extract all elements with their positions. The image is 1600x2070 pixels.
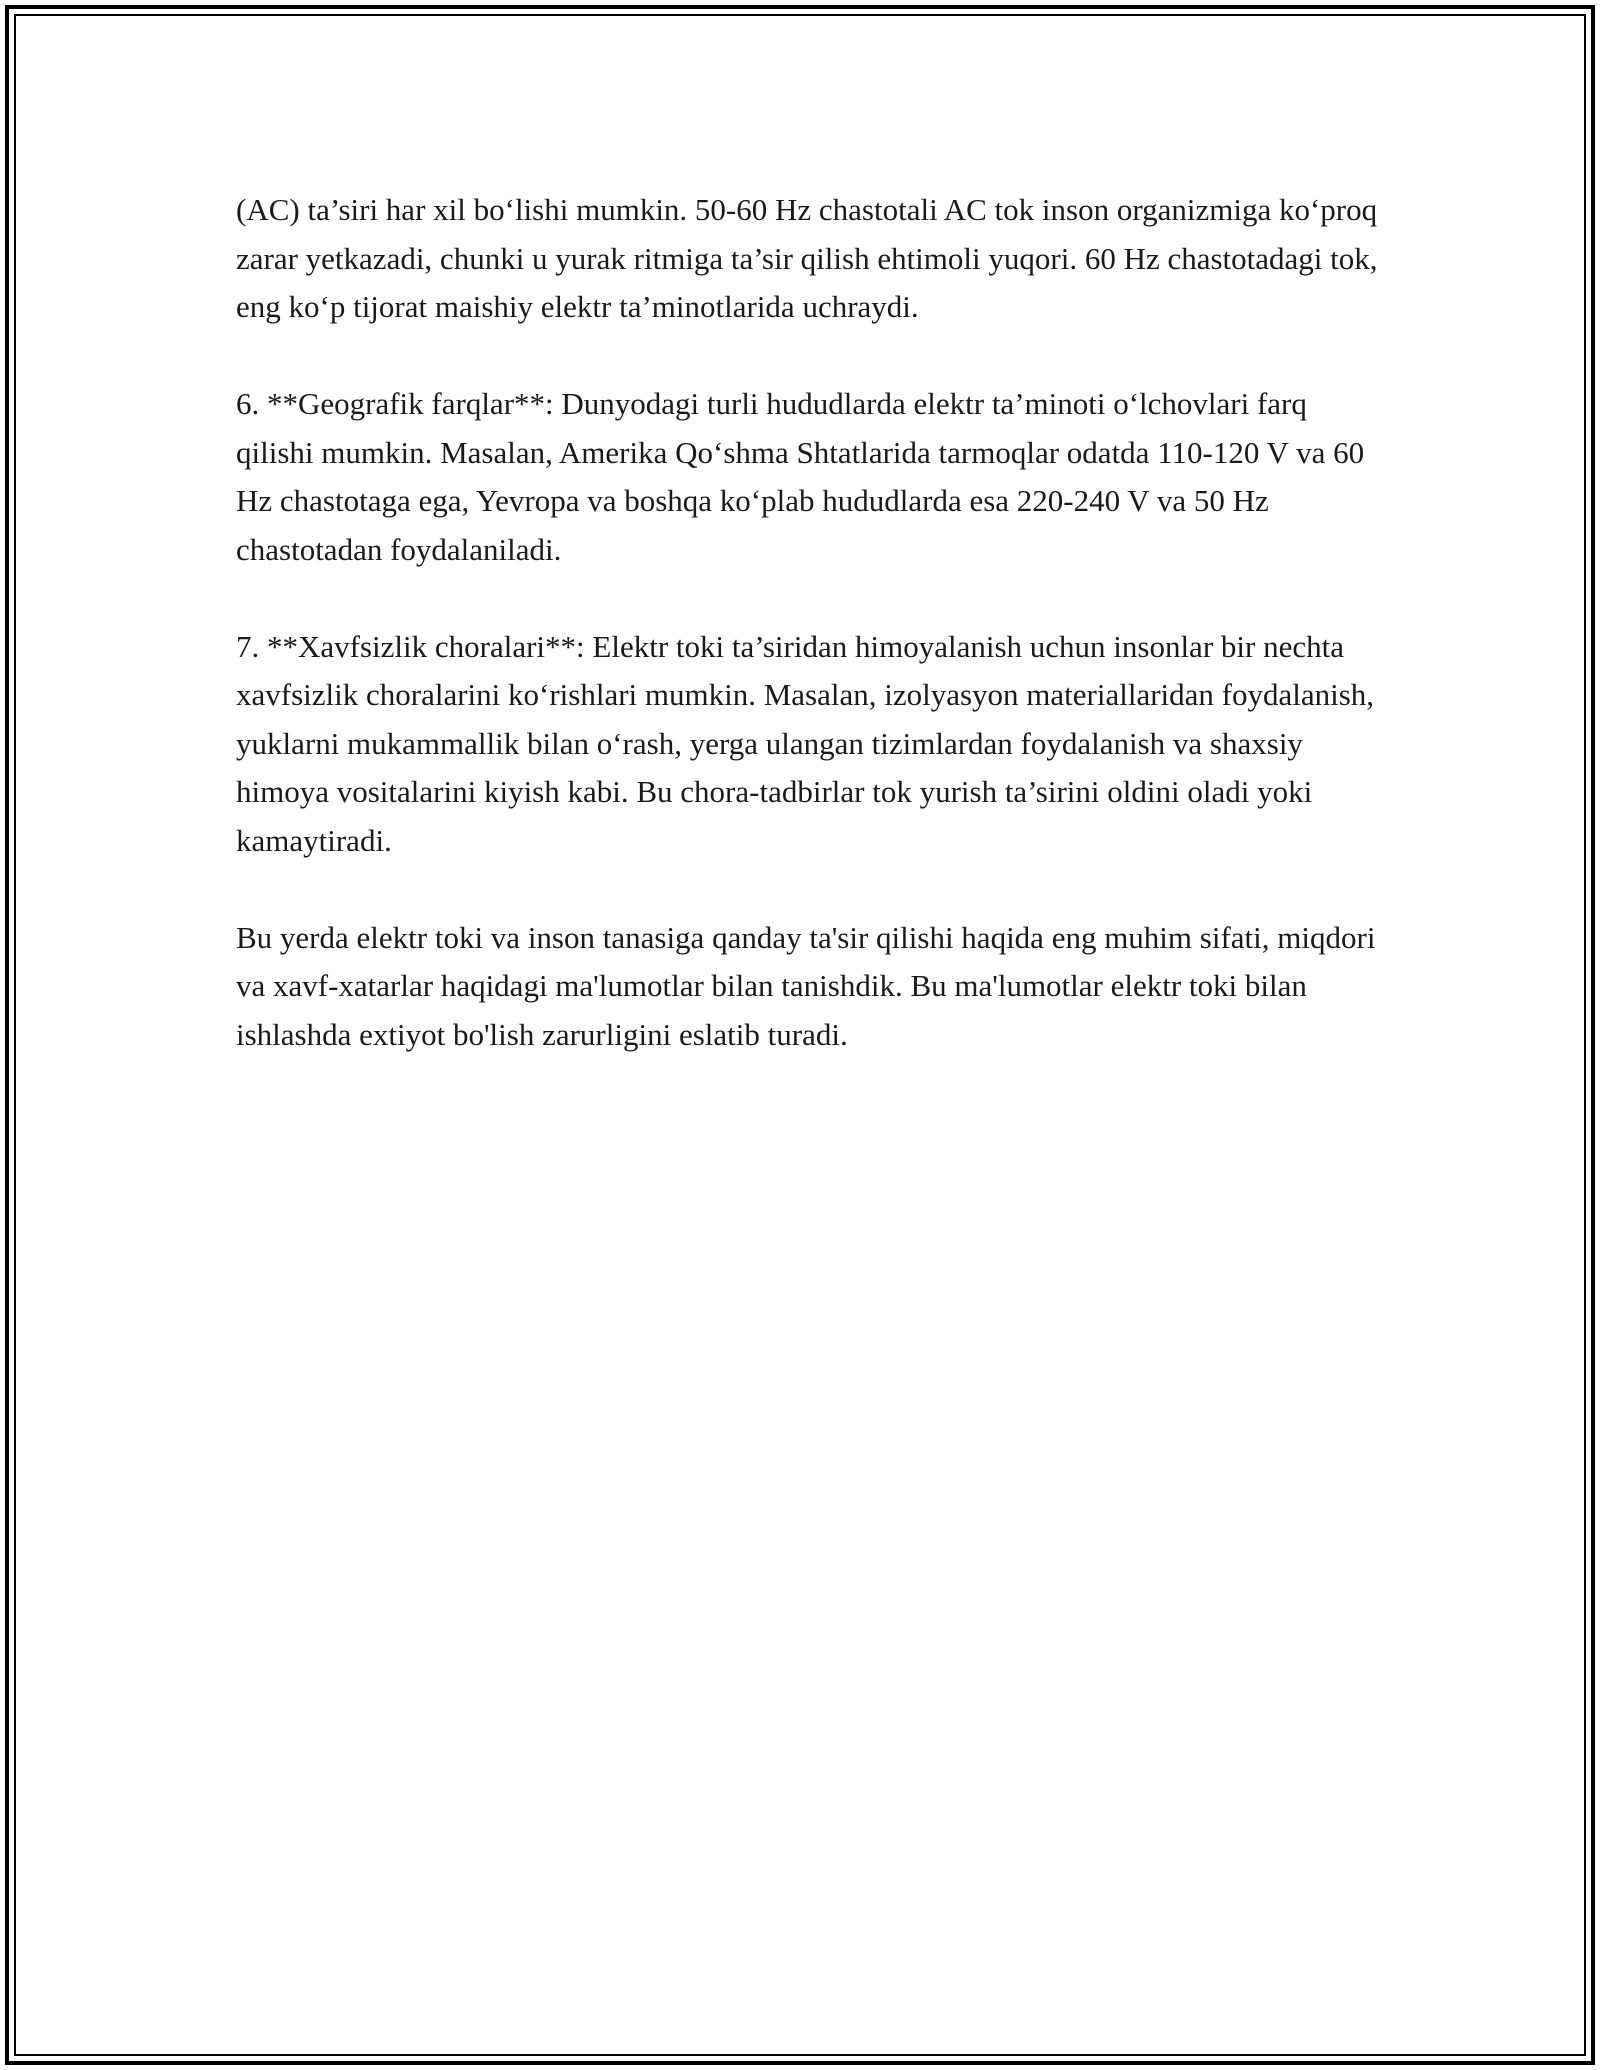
paragraph-conclusion: Bu yerda elektr toki va inson tanasiga qanday ta'sir qilishi haqida eng muhim sifati, miqdori va xavf-xatarlar haqidagi ma'lumotlar bilan tanishdik. Bu ma'lumotlar elektr toki bilan ishlashda extiyot bo'lish zarurligini eslatib turadi. <box>236 919 1376 1052</box>
paragraph-geographic-differences: 6. **Geografik farqlar**: Dunyodagi turli hududlarda elektr ta’minoti o‘lchovlari farq qilishi mumkin. Masalan, Amerika Qo‘shma Shtatlarida tarmoqlar odatda 110-120 V va 60 Hz chastotaga ega, Yevropa va boshqa ko‘plab hududlarda esa 220-240 V va 50 Hz chastotadan foydalaniladi. <box>236 386 1365 567</box>
paragraph-ac-frequency: (AC) ta’siri har xil bo‘lishi mumkin. 50-60 Hz chastotali AC tok inson organizmiga ko‘proq zarar yetkazadi, chunki u yurak ritmiga ta’sir qilish ehtimoli yuqori. 60 Hz chastotadagi tok, eng ko‘p tijorat maishiy elektr ta’minotlarida uchraydi. <box>236 192 1378 324</box>
paragraph-safety-measures: 7. **Xavfsizlik choralari**: Elektr toki ta’siridan himoyalanish uchun insonlar bir nechta xavfsizlik choralarini ko‘rishlari mumkin. Masalan, izolyasyon materiallaridan foydalanish, yuklarni mukammallik bilan o‘rash, yerga ulangan tizimlardan foydalanish va shaxsiy himoya vositalarini kiyish kabi. Bu chora-tadbirlar tok yurish ta’sirini oldini oladi yoki kamaytiradi. <box>236 628 1375 858</box>
document-body <box>236 186 1386 1108</box>
